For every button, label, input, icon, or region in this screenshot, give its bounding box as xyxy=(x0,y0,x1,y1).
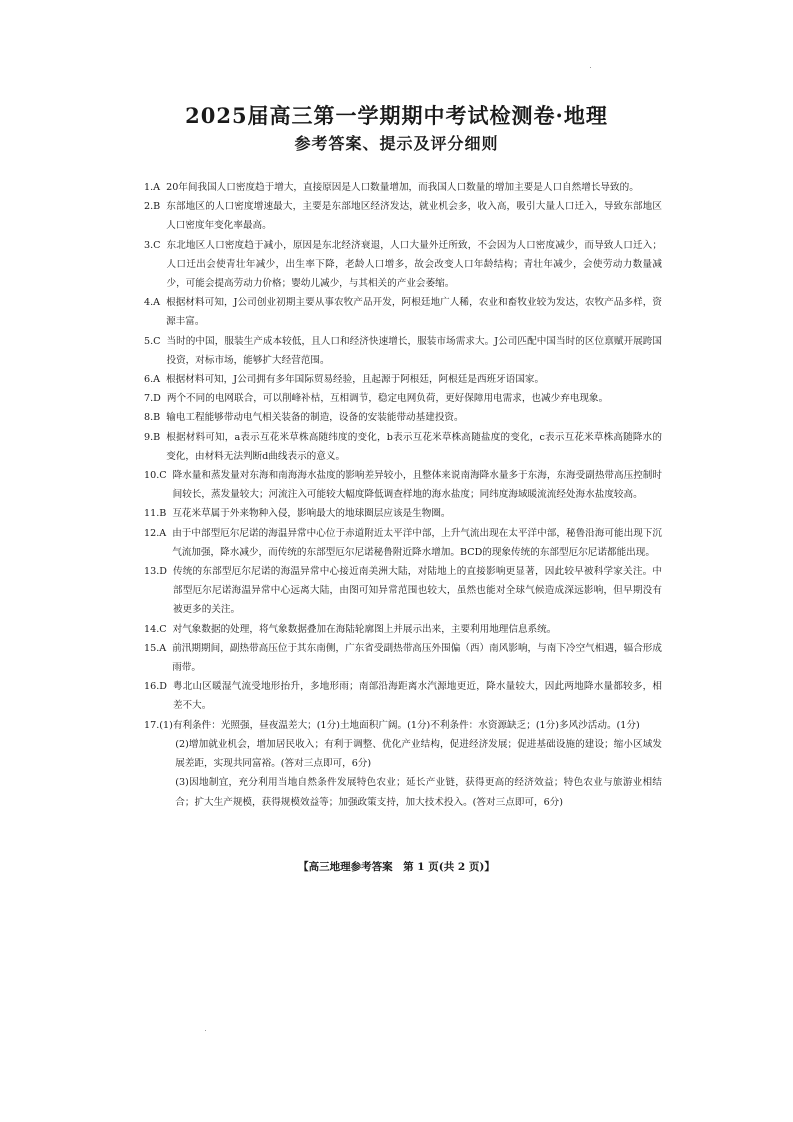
answer-explanation: 降水量和蒸发量对东海和南海海水盐度的影响差异较小，且整体来说南海降水量多于东海，东海受副热带高压控制时间较长，蒸发量较大；河流注入可能较大幅度降低调查样地的海水盐度；同纬度海域暖流流经处海水盐度较高。 xyxy=(172,470,662,501)
answer-item xyxy=(144,408,662,427)
answer-number: 15.A xyxy=(144,642,167,654)
answer-explanation: 20年间我国人口密度趋于增大，直接原因是人口数量增加，而我国人口数量的增加主要是人口自然增长导致的。 xyxy=(166,182,639,193)
answer-item xyxy=(144,332,662,370)
answer-number: 2.B xyxy=(144,201,161,213)
answer-number: 13.D xyxy=(144,566,167,578)
answer-number: 12.A xyxy=(144,527,167,539)
answer-explanation: 输电工程能够带动电气相关装备的制造，设备的安装能带动基建投资。 xyxy=(166,412,464,424)
answer-list xyxy=(144,178,662,812)
answer-number: 9.B xyxy=(144,431,161,443)
answer-explanation: 根据材料可知，J公司创业初期主要从事农牧产品开发，阿根廷地广人稀，农业和畜牧业较为发达，农牧产品多样，资源丰富。 xyxy=(166,297,662,328)
page-footer: 【高三地理参考答案 第 1 页(共 2 页)】 xyxy=(298,861,495,873)
answer-explanation: 传统的东部型厄尔尼诺的海温异常中心接近南美洲大陆，对陆地上的直接影响更显著，因此较早被科学家关注。中部型厄尔尼诺海温异常中心远离大陆，由图可知异常范围也较大，虽然也能对全球气候造成深远影响，但早期没有被更多的关注。 xyxy=(172,566,662,616)
answer-explanation: 互花米草属于外来物种入侵，影响最大的地球圈层应该是生物圈。 xyxy=(172,508,451,520)
document-title: 2025届高三第一学期期中考试检测卷·地理 xyxy=(185,103,608,128)
answer-item xyxy=(144,562,662,620)
document-subtitle: 参考答案、提示及评分细则 xyxy=(294,134,499,153)
answer-number: 7.D xyxy=(144,393,161,405)
answer-explanation: 前汛期期间，副热带高压位于其东南侧，广东省受副热带高压外围偏（西）南风影响，与南下冷空气相遇，辐合形成雨带。 xyxy=(172,642,662,674)
answer-number: 10.C xyxy=(144,470,167,482)
scan-speck xyxy=(590,67,591,68)
answer-item xyxy=(144,370,662,389)
answer-explanation: 当时的中国，服装生产成本较低，且人口和经济快速增长，服装市场需求大。J公司匹配中国当时的区位禀赋开展跨国投资，对标市场，能够扩大经营范围。 xyxy=(166,335,662,366)
answer-explanation: 两个不同的电网联合，可以削峰补枯，互相调节，稳定电网负荷，更好保障用电需求，也减少弃电现象。 xyxy=(166,393,609,405)
answer-item-17 xyxy=(144,716,662,812)
answer-number: 14.C xyxy=(144,623,167,635)
answer-explanation: 由于中部型厄尔尼诺的海温异常中心位于赤道附近太平洋中部，上升气流出现在太平洋中部，秘鲁沿海可能出现下沉气流加强，降水减少，而传统的东部型厄尔尼诺秘鲁附近降水增加。BCD的现象传统的东部型厄尔尼诺都能出现。 xyxy=(172,527,662,558)
answer-explanation: 根据材料可知，J公司拥有多年国际贸易经验，且起源于阿根廷，阿根廷是西班牙语国家。 xyxy=(166,374,545,386)
answer-number: 6.A xyxy=(144,374,161,386)
answer-number: 5.C xyxy=(144,335,161,347)
answer-number: 3.C xyxy=(144,239,161,251)
answer-number: 8.B xyxy=(144,412,161,424)
answer-17-parts xyxy=(159,716,662,812)
answer-item xyxy=(144,620,662,639)
answer-number: 16.D xyxy=(144,681,167,693)
answer-number: 11.B xyxy=(144,508,167,520)
answer-17-part: (1)有利条件：光照强，昼夜温差大；(1分)土地面积广阔。(1分)不利条件：水资源缺乏；(1分)多风沙活动。(1分) xyxy=(159,719,640,731)
answer-item xyxy=(144,178,662,197)
answer-explanation: 东部地区的人口密度增速最大，主要是东部地区经济发达，就业机会多，收入高，吸引大量人口迁入，导致东部地区人口密度年变化率最高。 xyxy=(166,201,662,232)
answer-17-part: (2)增加就业机会，增加居民收入；有利于调整、优化产业结构，促进经济发展；促进基础设施的建设；缩小区域发展差距，实现共同富裕。(答对三点即可，6分) xyxy=(175,738,662,770)
answer-explanation: 粤北山区暖湿气流受地形抬升，多地形雨；南部沿海距离水汽源地更近，降水量较大，因此两地降水量都较多，相差不大。 xyxy=(172,681,662,712)
answer-17-part: (3)因地制宜，充分利用当地自然条件发展特色农业；延长产业链，获得更高的经济效益；特色农业与旅游业相结合；扩大生产规模，获得规模效益等；加强政策支持，加大技术投入。(答对三点即可，6分) xyxy=(175,777,662,808)
answer-number: 1.A xyxy=(144,182,161,193)
answer-item xyxy=(144,504,662,523)
answer-item xyxy=(144,677,662,715)
scan-speck xyxy=(205,1030,206,1031)
answer-item xyxy=(144,197,662,235)
answer-explanation: 对气象数据的处理，将气象数据叠加在海陆轮廓图上并展示出来，主要利用地理信息系统。 xyxy=(172,623,557,635)
answer-item xyxy=(144,466,662,504)
answer-explanation: 根据材料可知，a表示互花米草株高随纬度的变化，b表示互花米草株高随盐度的变化，c表示互花米草株高随降水的变化，由材料无法判断d曲线表示的意义。 xyxy=(166,431,662,462)
answer-explanation: 东北地区人口密度趋于减小，原因是东北经济衰退，人口大量外迁所致，不会因为人口密度减少，而导致人口迁入；人口迁出会使青壮年减少，出生率下降，老龄人口增多，故会改变人口年龄结构；青壮年减少，会使劳动力数量减少，可能会提高劳动力价格；婴幼儿减少，与其相关的产业会萎缩。 xyxy=(166,239,662,290)
answer-item xyxy=(144,428,662,466)
answer-number: 17. xyxy=(144,719,160,731)
answer-number: 4.A xyxy=(144,297,161,309)
answer-item xyxy=(144,524,662,562)
answer-item xyxy=(144,639,662,677)
answer-item xyxy=(144,389,662,408)
answer-item xyxy=(144,293,662,331)
answer-item xyxy=(144,236,662,294)
